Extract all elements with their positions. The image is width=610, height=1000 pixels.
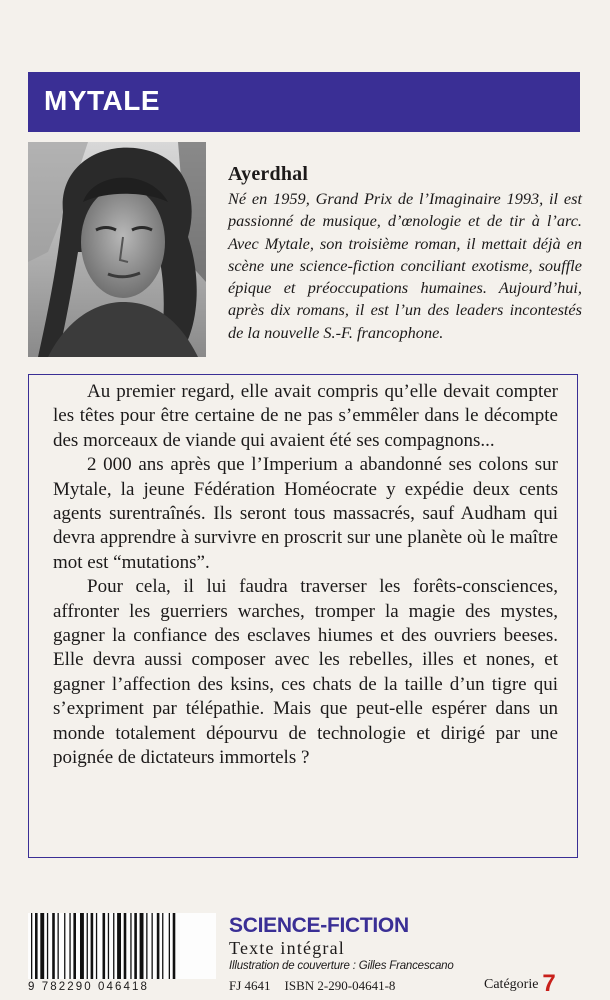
- barcode-bar: [69, 913, 70, 979]
- barcode-bar: [80, 913, 84, 979]
- title-band: [28, 72, 580, 132]
- barcode-bar: [108, 913, 109, 979]
- barcode-bar: [169, 913, 170, 979]
- barcode-bar: [58, 913, 59, 979]
- category-label: Catégorie: [484, 977, 539, 992]
- barcode-bar: [146, 913, 147, 979]
- synopsis-paragraph: Au premier regard, elle avait compris qu’elle devait compter les têtes pour être certaine de ne pas s’emmêler dans le décompte des morceaux de viande qui avaient été ses compagnons...: [53, 381, 558, 451]
- illustration-credit: Illustration de couverture : Gilles Francescano: [229, 960, 454, 972]
- barcode-bar: [73, 913, 76, 979]
- catalog-codes: [229, 978, 395, 994]
- barcode-bar: [91, 913, 94, 979]
- barcode-bar: [152, 913, 153, 979]
- barcode-bar: [130, 913, 131, 979]
- barcode-bar: [113, 913, 114, 979]
- book-title: MYTALE: [44, 85, 161, 116]
- author-name: Ayerdhal: [228, 163, 309, 185]
- isbn: ISBN 2-290-04641-8: [284, 978, 396, 993]
- collection-label: SCIENCE-FICTION: [229, 914, 409, 937]
- barcode-bar: [157, 913, 160, 979]
- fj-code: FJ 4641: [229, 978, 271, 993]
- category-number: 7: [542, 970, 556, 997]
- barcode-bar: [103, 913, 106, 979]
- barcode-bar: [173, 913, 176, 979]
- barcode-bar: [31, 913, 32, 979]
- barcode-bar: [35, 913, 38, 979]
- barcode-bar: [162, 913, 163, 979]
- category: [484, 970, 556, 998]
- barcode-bar: [140, 913, 144, 979]
- edition-label: Texte intégral: [229, 938, 345, 958]
- barcode-bar: [64, 913, 65, 979]
- barcode-bar: [96, 913, 97, 979]
- barcode-bar: [134, 913, 137, 979]
- author-bio: Né en 1959, Grand Prix de l’Imaginaire 1993, il est passionné de musique, d’œnologie et de tir à l’arc. Avec Mytale, son troisième roman, il mettait déjà en scène une science-fiction conciliant exotisme, souffle épique et préoccupations humaines. Aujourd’hui, après dix romans, il est l’un des leaders incontestés de la nouvelle S.-F. francophone.: [228, 189, 582, 342]
- barcode-bar: [40, 913, 44, 979]
- synopsis-paragraph: 2 000 ans après que l’Imperium a abandonné ses colons sur Mytale, la jeune Fédération Homéocrate y expédie deux cents agents surentraînés. Ils seront tous massacrés, sauf Audham qui devra apprendre à survivre en proscrit sur une planète où le maître mot est “mutations”.: [53, 454, 558, 573]
- barcode-bar: [87, 913, 88, 979]
- author-photo: [28, 142, 206, 357]
- barcode: [28, 913, 216, 979]
- synopsis-paragraph: Pour cela, il lui faudra traverser les forêts-consciences, affronter les guerriers warches, tromper la magie des mystes, gagner la confiance des esclaves hiumes et des ouvriers beeses. Elle devra aussi composer avec les rebelles, illes et nones, et gagner l’affection des ksins, ces chats de la taille d’un tigre qui s’expriment par télépathie. Mais que peut-elle espérer dans un monde totalement dépourvu de technologie et dirigé par une poignée de dictateurs immortels ?: [53, 576, 558, 769]
- barcode-bar: [117, 913, 121, 979]
- barcode-bar: [52, 913, 55, 979]
- barcode-digits: 9 782290 046418: [28, 981, 150, 993]
- barcode-bar: [47, 913, 48, 979]
- barcode-bar: [124, 913, 127, 979]
- synopsis: [53, 380, 558, 771]
